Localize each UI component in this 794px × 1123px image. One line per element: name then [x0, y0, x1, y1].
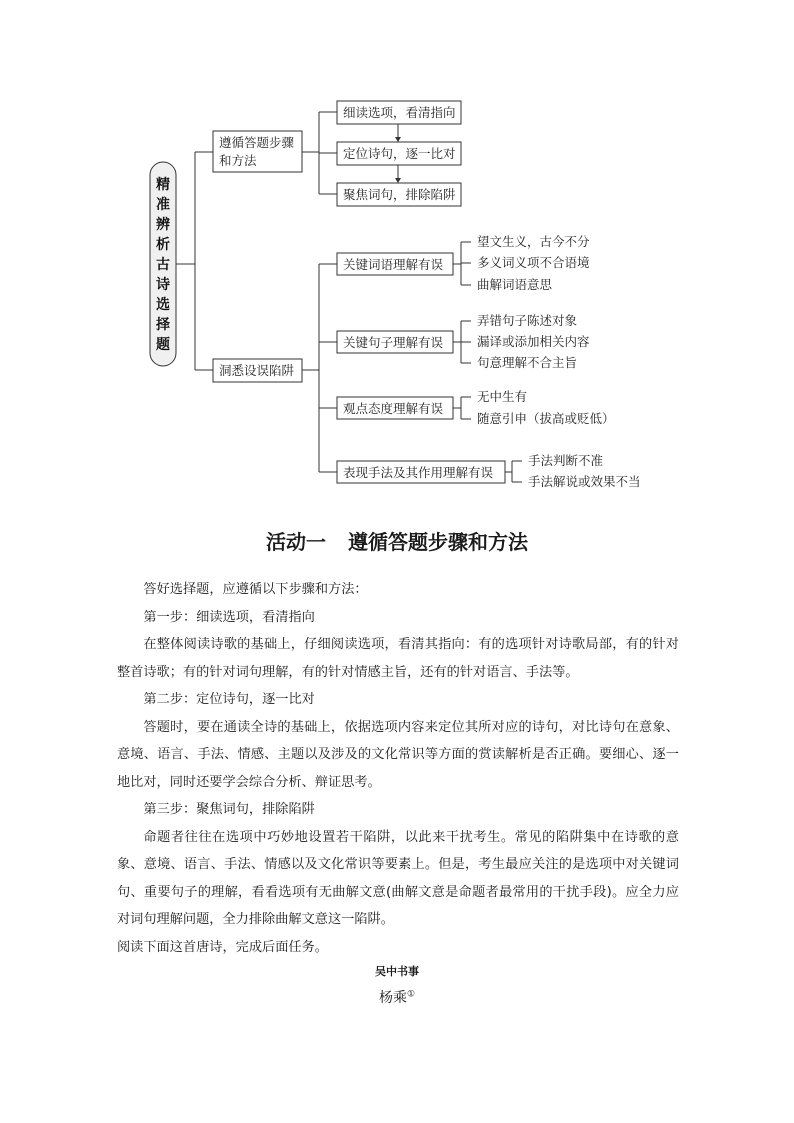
arrow-down-icon: [395, 178, 401, 183]
step-title: 第二步：定位诗句，逐一比对: [143, 692, 315, 707]
section-title: [0, 526, 794, 555]
section-number: 活动一: [266, 530, 326, 554]
root-char: 析: [156, 237, 170, 253]
root-char: 诗: [156, 277, 170, 293]
step-title: 第一步：细读选项，看清指向: [143, 609, 315, 625]
step-label: 定位诗句，逐一比对: [343, 146, 456, 161]
root-char: 择: [156, 317, 170, 333]
trap-item: 手法解说或效果不当: [528, 474, 641, 489]
footnote-mark: ①: [406, 989, 416, 1000]
trap-category-label: 关键词语理解有误: [343, 257, 444, 272]
trap-category-label: 观点态度理解有误: [343, 401, 444, 416]
branch-steps-label: 和方法: [219, 153, 257, 168]
trap-category-label: 表现手法及其作用理解有误: [343, 465, 494, 480]
intro-paragraph: 答好选择题，应遵循以下步骤和方法：: [143, 582, 368, 597]
root-char: 精: [156, 177, 170, 193]
trap-item: 随意引申（拔高或贬低）: [477, 411, 615, 426]
poem-author: [0, 987, 794, 1007]
step-body: 命题者往往在选项中巧妙地设置若干陷阱，以此来干扰考生。常见的陷阱集中在诗歌的意象、意境、语言、手法、情感以及文化常识等要素上。但是，考生最应关注的是选项中对关键词句、重要句子的理解，看看选项有无曲解文意(曲解文意是命题者最常用的干扰手段)。应全力应对词句理解问题，全力排除曲解文意这一陷阱。: [117, 829, 679, 927]
root-char: 选: [156, 297, 170, 313]
root-label: [155, 176, 170, 353]
arrow-down-icon: [395, 137, 401, 142]
trap-item: 句意理解不合主旨: [477, 355, 578, 370]
trap-item: 漏译或添加相关内容: [477, 334, 590, 349]
trap-item: 望文生义，古今不分: [477, 234, 590, 249]
trap-category-label: 关键句子理解有误: [343, 335, 444, 350]
trap-item: 多义词义项不合语境: [477, 255, 590, 270]
poem-title: 吴中书事: [375, 965, 419, 978]
branch-steps-label: 遵循答题步骤: [219, 135, 295, 150]
trap-item: 弄错句子陈述对象: [477, 313, 578, 328]
trap-item: 曲解词语意思: [477, 277, 553, 292]
step-title: 第三步：聚焦词句，排除陷阱: [143, 802, 315, 817]
root-char: 准: [156, 197, 170, 213]
trap-item: 无中生有: [477, 389, 528, 404]
root-char: 辨: [156, 217, 170, 233]
article-body: [117, 576, 679, 961]
author-name: 杨乘: [378, 990, 407, 1006]
trap-item: 手法判断不准: [528, 453, 604, 468]
step-body: 在整体阅读诗歌的基础上，仔细阅读选项，看清其指向：有的选项针对诗歌局部，有的针对整首诗歌；有的针对词句理解，有的针对情感主旨，还有的针对语言、手法等。: [117, 637, 679, 680]
knowledge-map-diagram: [0, 0, 794, 500]
step-body: 答题时，要在通读全诗的基础上，依据选项内容来定位其所对应的诗句，对比诗句在意象、意境、语言、手法、情感、主题以及涉及的文化常识等方面的赏读解析是否正确。要细心、逐一地比对，同时还要学会综合分析、辩证思考。: [117, 719, 679, 790]
root-char: 题: [156, 337, 170, 353]
step-label: 聚焦词句，排除陷阱: [343, 187, 456, 202]
root-char: 古: [156, 257, 170, 273]
branch-traps-label: 洞悉设误陷阱: [219, 363, 295, 378]
task-instruction: 阅读下面这首唐诗，完成后面任务。: [117, 939, 328, 955]
section-heading: 遵循答题步骤和方法: [348, 530, 528, 554]
step-label: 细读选项，看清指向: [343, 105, 456, 120]
